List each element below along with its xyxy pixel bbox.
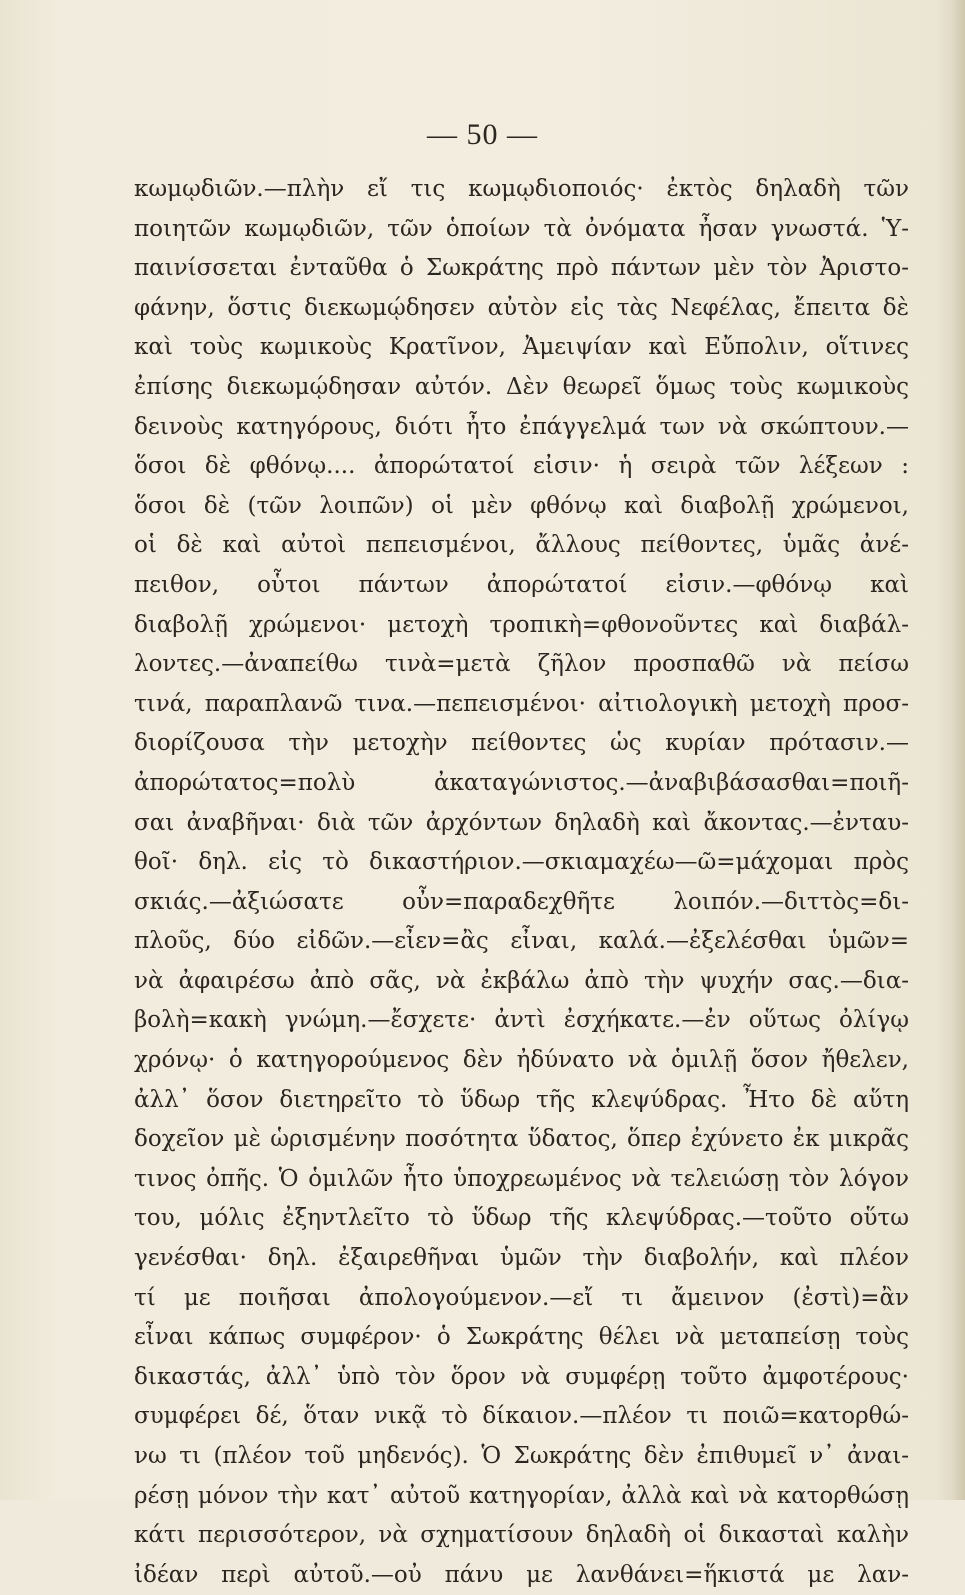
text-line: ποιητῶν κωμῳδιῶν, τῶν ὁποίων τὰ ὀνόματα ἦσαν γνωστά. Ὑ-	[134, 215, 909, 242]
text-line: γενέσθαι· δηλ. ἐξαιρεθῆναι ὑμῶν τὴν διαβολήν, καὶ πλέον	[134, 1245, 909, 1272]
text-line: ἀπορώτατος=πολὺ ἀκαταγώνιστος.—ἀναβιβάσασθαι=ποιῆ-	[134, 769, 909, 796]
text-line: σκιάς.—ἀξιώσατε οὖν=παραδεχθῆτε λοιπόν.—διττὸς=δι-	[134, 888, 909, 915]
text-line: οἱ δὲ καὶ αὐτοὶ πεπεισμένοι, ἄλλους πείθοντες, ὑμᾶς ἀνέ-	[134, 532, 909, 559]
text-line: ἰδέαν περὶ αὐτοῦ.—οὐ πάνυ με λανθάνει=ἥκιστά με λαν-	[134, 1561, 909, 1588]
text-line: νω τι (πλέον τοῦ μηδενός). Ὁ Σωκράτης δὲν ἐπιθυμεῖ ν᾽ ἀναι-	[134, 1443, 909, 1469]
text-line: σαι ἀναβῆναι· διὰ τῶν ἀρχόντων δηλαδὴ καὶ ἄκοντας.—ἐνταυ-	[134, 809, 909, 836]
text-line: διαβολῇ χρώμενοι· μετοχὴ τροπικὴ=φθονοῦντες καὶ διαβάλ-	[134, 611, 909, 638]
text-line: βολὴ=κακὴ γνώμη.—ἔσχετε· ἀντὶ ἐσχήκατε.—ἐν οὕτως ὀλίγῳ	[134, 1007, 909, 1034]
text-line: κωμῳδιῶν.—πλὴν εἴ τις κωμῳδιοποιός· ἐκτὸς δηλαδὴ τῶν	[134, 176, 909, 202]
text-line: εἶναι κάπως συμφέρον· ὁ Σωκράτης θέλει νὰ μεταπείσῃ τοὺς	[134, 1324, 909, 1351]
text-line: ὅσοι δὲ (τῶν λοιπῶν) οἱ μὲν φθόνῳ καὶ διαβολῇ χρώμενοι,	[134, 492, 909, 519]
text-line: φάνην, ὅστις διεκωμῴδησεν αὐτὸν εἰς τὰς Νεφέλας, ἔπειτα δὲ	[134, 294, 909, 321]
text-line: χρόνῳ· ὁ κατηγορούμενος δὲν ἠδύνατο νὰ ὁμιλῇ ὅσον ἤθελεν,	[134, 1047, 909, 1074]
text-line: πειθον, οὗτοι πάντων ἀπορώτατοί εἰσιν.—φθόνῳ καὶ	[134, 571, 909, 598]
text-line: τί με ποιῆσαι ἀπολογούμενον.—εἴ τι ἄμεινον (ἐστὶ)=ἂν	[134, 1284, 909, 1311]
text-line: ἐπίσης διεκωμῴδησαν αὐτόν. Δὲν θεωρεῖ ὅμως τοὺς κωμικοὺς	[134, 373, 909, 400]
text-line: συμφέρει δέ, ὅταν νικᾷ τὸ δίκαιον.—πλέον τι ποιῶ=κατορθώ-	[134, 1403, 909, 1430]
page-edge	[951, 0, 965, 1500]
text-line: δεινοὺς κατηγόρους, διότι ἦτο ἐπάγγελμά των νὰ σκώπτουν.—	[134, 413, 909, 440]
text-line: παινίσσεται ἐνταῦθα ὁ Σωκράτης πρὸ πάντων μὲν τὸν Ἀριστο-	[134, 255, 909, 282]
text-line: τινά, παραπλανῶ τινα.—πεπεισμένοι· αἰτιολογικὴ μετοχὴ προσ-	[134, 690, 909, 717]
text-line: λοντες.—ἀναπείθω τινὰ=μετὰ ζῆλον προσπαθῶ νὰ πείσω	[134, 651, 909, 678]
text-line: ὅσοι δὲ φθόνῳ.... ἀπορώτατοί εἰσιν· ἡ σειρὰ τῶν λέξεων :	[134, 453, 909, 480]
text-line: νὰ ἀφαιρέσω ἀπὸ σᾶς, νὰ ἐκβάλω ἀπὸ τὴν ψυχήν σας.—δια-	[134, 967, 909, 994]
page-number: — 50 —	[427, 118, 538, 151]
text-line: τινος ὀπῆς. Ὁ ὁμιλῶν ἦτο ὑποχρεωμένος νὰ τελειώσῃ τὸν λόγον	[134, 1165, 909, 1192]
text-line: ἀλλ᾽ ὅσον διετηρεῖτο τὸ ὕδωρ τῆς κλεψύδρας. Ἦτο δὲ αὕτη	[134, 1086, 909, 1113]
text-line: πλοῦς, δύο εἰδῶν.—εἶεν=ἂς εἶναι, καλά.—ἐξελέσθαι ὑμῶν=	[134, 928, 909, 955]
commentary-text	[134, 170, 909, 1595]
text-line: δικαστάς, ἀλλ᾽ ὑπὸ τὸν ὅρον νὰ συμφέρῃ τοῦτο ἀμφοτέρους·	[134, 1363, 909, 1390]
text-line: διορίζουσα τὴν μετοχὴν πείθοντες ὡς κυρίαν πρότασιν.—	[134, 730, 909, 757]
text-line: του, μόλις ἐξηντλεῖτο τὸ ὕδωρ τῆς κλεψύδρας.—τοῦτο οὕτω	[134, 1205, 909, 1232]
text-line: ρέσῃ μόνον τὴν κατ᾽ αὐτοῦ κατηγορίαν, ἀλλὰ καὶ νὰ κατορθώσῃ	[134, 1482, 909, 1509]
text-line: δοχεῖον μὲ ὡρισμένην ποσότητα ὕδατος, ὅπερ ἐχύνετο ἐκ μικρᾶς	[134, 1126, 909, 1153]
text-line: καὶ τοὺς κωμικοὺς Κρατῖνον, Ἀμειψίαν καὶ Εὔπολιν, οἵτινες	[134, 334, 909, 361]
text-line: θοῖ· δηλ. εἰς τὸ δικαστήριον.—σκιαμαχέω—ῶ=μάχομαι πρὸς	[134, 849, 909, 876]
text-line: κάτι περισσότερον, νὰ σχηματίσουν δηλαδὴ οἱ δικασταὶ καλὴν	[134, 1522, 909, 1549]
